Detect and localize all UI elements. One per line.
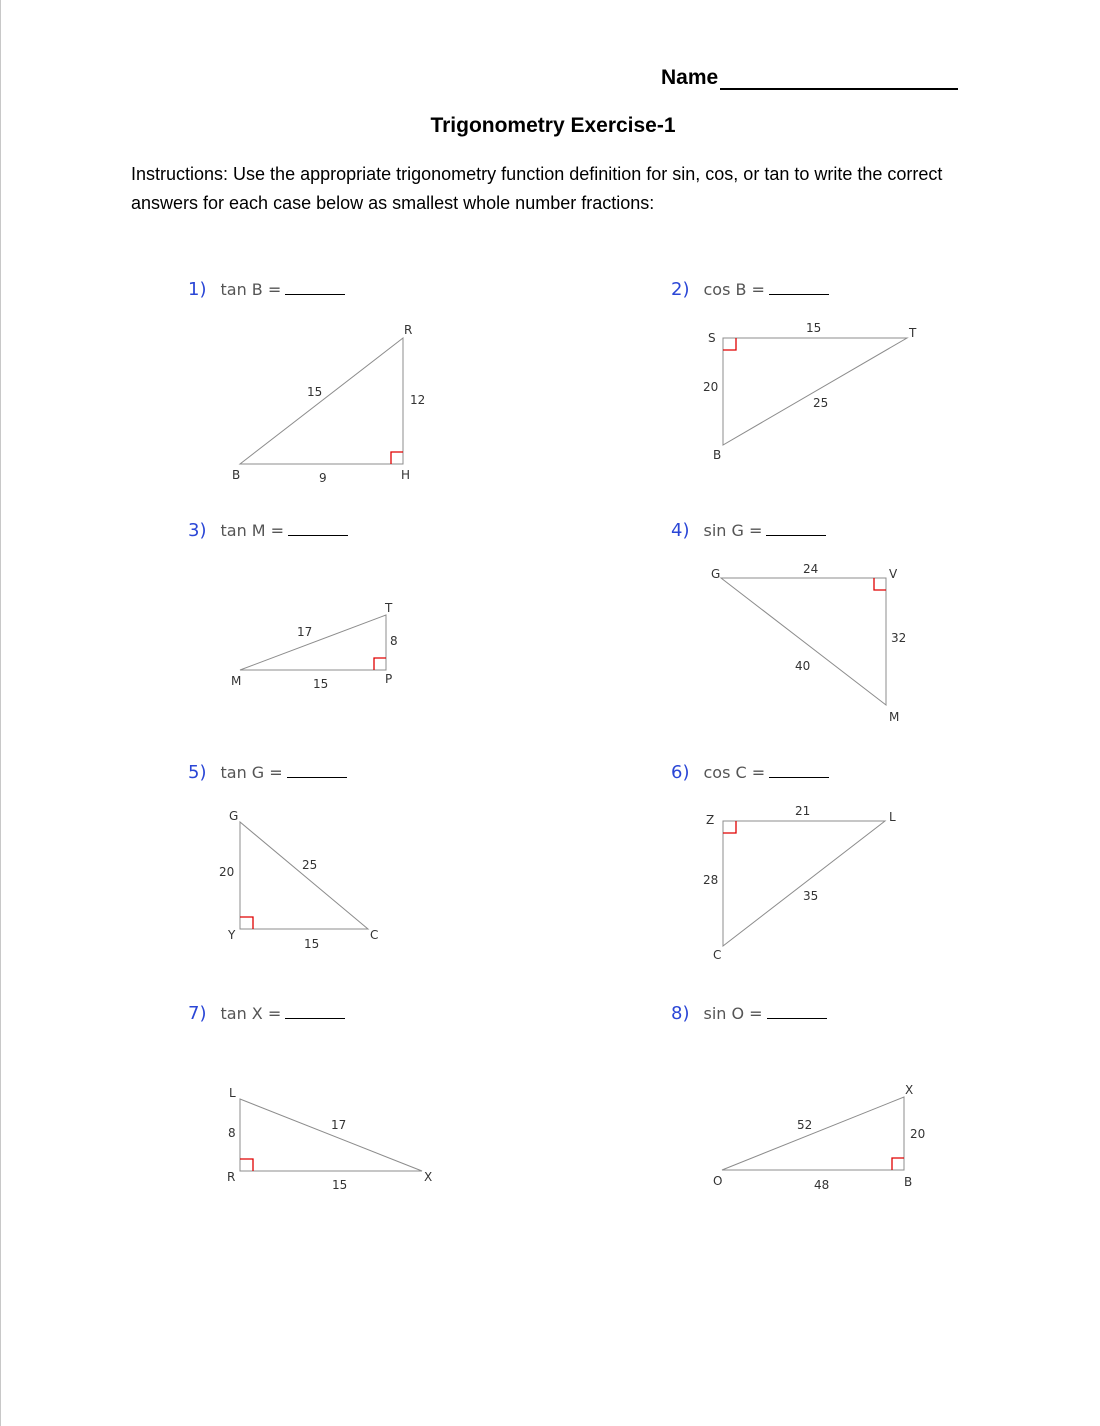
side-label: 28 xyxy=(703,873,719,887)
vertex-label: H xyxy=(401,468,411,482)
problem-number: 1) xyxy=(188,279,207,300)
right-angle-marker xyxy=(374,658,386,670)
side-label: 17 xyxy=(297,625,313,639)
triangle-3 xyxy=(231,601,398,691)
vertex-label: L xyxy=(229,1086,236,1100)
vertex-label: X xyxy=(905,1083,914,1097)
vertex-label: T xyxy=(909,326,917,340)
side-label: 15 xyxy=(332,1178,348,1192)
side-label: 20 xyxy=(703,380,719,394)
right-angle-marker xyxy=(723,821,736,833)
triangle-2-sides xyxy=(723,338,907,445)
vertex-label: Z xyxy=(706,813,715,827)
triangle-4 xyxy=(711,562,906,724)
triangle-1 xyxy=(232,323,425,485)
vertex-label: B xyxy=(904,1175,913,1189)
triangle-5 xyxy=(219,809,378,951)
vertex-label: B xyxy=(232,468,241,482)
side-label: 20 xyxy=(910,1127,926,1141)
side-label: 25 xyxy=(813,396,829,410)
side-label: 24 xyxy=(803,562,819,576)
problem-number: 6) xyxy=(671,762,690,783)
problem-question: sin O = xyxy=(703,1004,763,1023)
vertex-label: M xyxy=(889,710,900,724)
side-label: 9 xyxy=(319,471,327,485)
problem-number: 4) xyxy=(671,520,690,541)
vertex-label: C xyxy=(370,928,379,942)
vertex-label: O xyxy=(713,1174,723,1188)
side-label: 15 xyxy=(307,385,323,399)
problem-number: 3) xyxy=(188,520,207,541)
vertex-label: Y xyxy=(228,928,236,942)
problem-number: 7) xyxy=(188,1003,207,1024)
problem-question: tan B = xyxy=(220,280,282,299)
side-label: 12 xyxy=(410,393,426,407)
vertex-label: C xyxy=(713,948,722,962)
problem-question: sin G = xyxy=(703,521,763,540)
vertex-label: L xyxy=(889,810,896,824)
worksheet-title: Trigonometry Exercise-1 xyxy=(430,114,676,137)
side-label: 40 xyxy=(795,659,811,673)
problem-question: cos B = xyxy=(703,280,765,299)
triangle-6 xyxy=(703,804,896,962)
vertex-label: R xyxy=(404,323,413,337)
vertex-label: R xyxy=(227,1170,236,1184)
side-label: 15 xyxy=(304,937,320,951)
side-label: 25 xyxy=(302,858,318,872)
side-label: 15 xyxy=(806,321,822,335)
problem-number: 5) xyxy=(188,762,207,783)
side-label: 15 xyxy=(313,677,329,691)
right-angle-marker xyxy=(892,1158,904,1170)
right-angle-marker xyxy=(240,1159,253,1171)
triangle-6-sides xyxy=(723,821,885,946)
name-label: Name xyxy=(661,66,719,89)
problem-question: tan X = xyxy=(220,1004,282,1023)
right-angle-marker xyxy=(240,917,253,929)
problem-question: tan G = xyxy=(220,763,283,782)
vertex-label: V xyxy=(889,567,898,581)
vertex-label: T xyxy=(385,601,393,615)
side-label: 32 xyxy=(891,631,907,645)
right-angle-marker xyxy=(391,452,403,464)
triangle-4-sides xyxy=(721,578,886,705)
right-angle-marker xyxy=(874,578,886,590)
problem-question: cos C = xyxy=(703,763,766,782)
side-label: 17 xyxy=(331,1118,347,1132)
side-label: 8 xyxy=(390,634,398,648)
triangle-7-sides xyxy=(240,1099,422,1171)
problem-number: 2) xyxy=(671,279,690,300)
side-label: 48 xyxy=(814,1178,830,1192)
triangle-7 xyxy=(227,1086,432,1192)
side-label: 35 xyxy=(803,889,819,903)
vertex-label: G xyxy=(711,567,721,581)
vertex-label: G xyxy=(229,809,239,823)
triangle-5-sides xyxy=(240,822,368,929)
triangle-2 xyxy=(703,321,917,462)
vertex-label: X xyxy=(424,1170,433,1184)
side-label: 20 xyxy=(219,865,235,879)
side-label: 21 xyxy=(795,804,811,818)
vertex-label: B xyxy=(713,448,722,462)
right-angle-marker xyxy=(723,338,736,350)
side-label: 8 xyxy=(228,1126,236,1140)
side-label: 52 xyxy=(797,1118,813,1132)
triangle-1-sides xyxy=(240,338,403,464)
instructions-text: Instructions: Use the appropriate trigonometry function definition for sin, cos, or tan to write the correct answers for each case below as smallest whole number fractions: xyxy=(131,164,943,213)
vertex-label: S xyxy=(708,331,716,345)
triangle-8 xyxy=(713,1083,925,1192)
vertex-label: M xyxy=(231,674,242,688)
triangle-3-sides xyxy=(240,615,386,670)
vertex-label: P xyxy=(385,672,393,686)
problem-number: 8) xyxy=(671,1003,690,1024)
problem-question: tan M = xyxy=(220,521,285,540)
triangle-8-sides xyxy=(722,1097,904,1170)
